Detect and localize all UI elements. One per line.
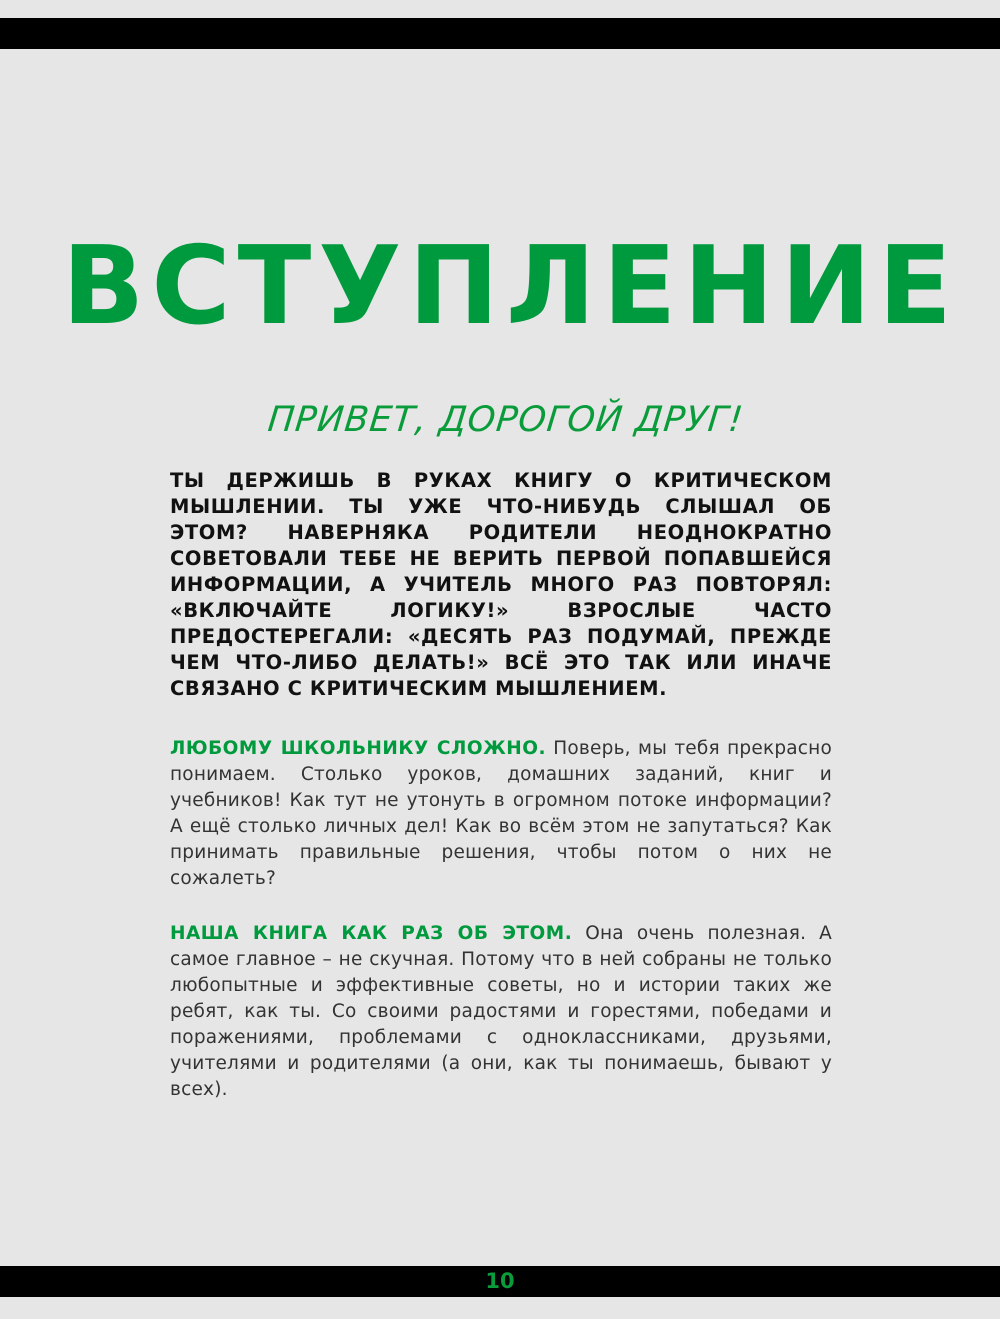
paragraph-lead: ЛЮБОМУ ШКОЛЬНИКУ СЛОЖНО.: [170, 738, 546, 759]
paragraph-text: Она очень полезная. А самое главное – не скучная. Потому что в ней собраны не только любопытные и эффективные советы, но и истории таких же ребят, как ты. Со своими радостями и горестями, победами и поражениями, проблемами с одноклассниками, друзьями, учителями и родителями (а они, как ты понимаешь, бывают у всех).: [170, 923, 833, 1100]
greeting-heading: ПРИВЕТ, ДОРОГОЙ ДРУГ!: [265, 400, 746, 440]
paragraph-lead: НАША КНИГА КАК РАЗ ОБ ЭТОМ.: [170, 923, 573, 944]
page-number: 10: [485, 1269, 515, 1293]
bottom-bar: [0, 1266, 1000, 1297]
paragraph-our-book: [170, 921, 832, 1103]
top-bar: [0, 18, 1000, 49]
paragraph-schoolkids: [170, 736, 832, 892]
paragraph-text: Поверь, мы тебя прекрасно понимаем. Столько уроков, домашних заданий, книг и учебников! Как тут не утонуть в огромном потоке информации? А ещё столько личных дел! Как во всём этом не запутаться? Как принимать правильные решения, чтобы потом о них не сожалеть?: [170, 738, 832, 889]
page-title: ВСТУПЛЕНИЕ: [62, 224, 959, 349]
intro-paragraph: ТЫ ДЕРЖИШЬ В РУКАХ КНИГУ О КРИТИЧЕСКОМ МЫШЛЕНИИ. ТЫ УЖЕ ЧТО-НИБУДЬ СЛЫШАЛ ОБ ЭТОМ? НАВЕРНЯКА РОДИТЕЛИ НЕОДНОКРАТНО СОВЕТОВАЛИ ТЕБЕ НЕ ВЕРИТЬ ПЕРВОЙ ПОПАВШЕЙСЯ ИНФОРМАЦИИ, А УЧИТЕЛЬ МНОГО РАЗ ПОВТОРЯЛ: «ВКЛЮЧАЙТЕ ЛОГИКУ!» ВЗРОСЛЫЕ ЧАСТО ПРЕДОСТЕРЕГАЛИ: «ДЕСЯТЬ РАЗ ПОДУМАЙ, ПРЕЖДЕ ЧЕМ ЧТО-ЛИБО ДЕЛАТЬ!» ВСЁ ЭТО ТАК ИЛИ ИНАЧЕ СВЯЗАНО С КРИТИЧЕСКИМ МЫШЛЕНИЕМ.: [170, 469, 832, 700]
